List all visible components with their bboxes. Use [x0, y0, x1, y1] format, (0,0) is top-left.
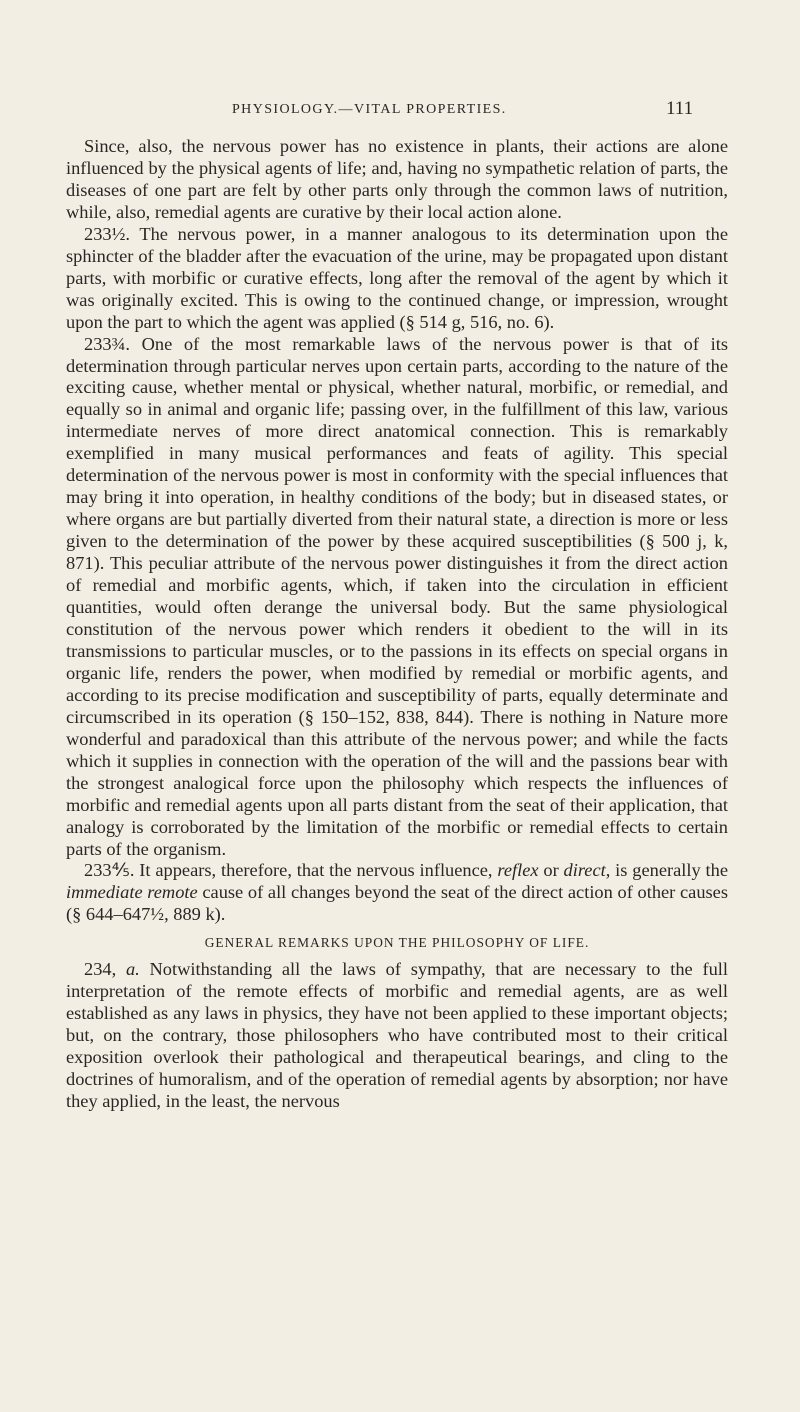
italic-term: a.	[125, 959, 140, 980]
italic-term: immediate remote	[66, 882, 198, 903]
body-text	[66, 136, 728, 1113]
paragraph-text: Notwithstanding all the laws of sympathy, that are necessary to the full interpretation of the remote effects of morbific and remedial agents, are as well established as any laws in physics, they have not been applied to these important objects; but, on the contrary, those philosophers who have contributed most to their critical exposition overlook their pathological and therapeutical bearings, and cling to the doctrines of humoralism, and of the operation of remedial agents by absorption; nor have they applied, in the least, the nervous	[66, 959, 728, 1112]
page-number: 111	[666, 98, 694, 119]
paragraph-234-a	[66, 959, 728, 1113]
section-heading: GENERAL REMARKS UPON THE PHILOSOPHY OF LIFE.	[204, 935, 590, 951]
paragraph-text: cause of all changes beyond the seat of the direct action of other causes (§ 644–647½, 889 k).	[66, 882, 728, 925]
paragraph-text: 233⅘. It appears, therefore, that the nervous influence,	[84, 860, 498, 881]
italic-term: reflex	[497, 860, 539, 881]
paragraph-text: or	[538, 860, 564, 881]
paragraph-233-half: 233½. The nervous power, in a manner analogous to its determination upon the sphincter of the bladder after the evacuation of the urine, may be propagated upon distant parts, with morbific or curative effects, long after the removal of the agent by which it was originally excited. This is owing to the continued change, or impression, wrought upon the part to which the agent was applied (§ 514 g, 516, no. 6).	[66, 223, 728, 332]
paragraph-233-three-quarters: 233¾. One of the most remarkable laws of the nervous power is that of its determination through particular nerves upon certain parts, according to the nature of the exciting cause, whether mental or physical, whether natural, morbific, or remedial, and equally so in animal and organic life; passing over, in the fulfillment of this law, various intermediate nerves of more direct anatomical connection. This is remarkably exemplified in many musical performances and feats of agility. This special determination of the nervous power is most in conformity with the special influences that may bring it into operation, in healthy conditions of the body; but in diseased states, or where organs are but partially diverted from their natural state, a direction is more or less given to the determination of the power by these acquired susceptibilities (§ 500 j, k, 871). This peculiar attribute of the nervous power distinguishes it from the direct action of remedial and morbific agents, which, if taken into the circulation in efficient quantities, would often derange the universal body. But the same physiological constitution of the nervous power which renders it obedient to the will in its transmissions to particular muscles, or to the passions in its effects on special organs in organic life, renders the power, when modified by remedial or morbific agents, and according to its precise modification and susceptibility of parts, equally determinate and circumscribed in its operation (§ 150–152, 838, 844). There is nothing in Nature more wonderful and paradoxical than this attribute of the nervous power; and while the facts which it supplies in connection with the operation of the will and the passions bear with the strongest analogical force upon the philosophy which respects the influences of morbific and remedial agents upon all parts distant from the seat of their application, that analogy is corroborated by the limitation of the morbific or remedial effects to certain parts of the organism.	[66, 333, 728, 859]
running-title: PHYSIOLOGY.—VITAL PROPERTIES.	[232, 102, 507, 117]
paragraph-text: 234,	[84, 959, 126, 980]
running-head	[0, 98, 800, 122]
italic-term: direct	[563, 860, 606, 881]
paragraph-1: Since, also, the nervous power has no existence in plants, their actions are alone influenced by the physical agents of life; and, having no sympathetic relation of parts, the diseases of one part are felt by other parts only through the common laws of nutrition, while, also, remedial agents are curative by their local action alone.	[66, 136, 728, 222]
paragraph-text: , is generally the	[605, 860, 728, 881]
paragraph-233-four-fifths	[66, 860, 728, 926]
